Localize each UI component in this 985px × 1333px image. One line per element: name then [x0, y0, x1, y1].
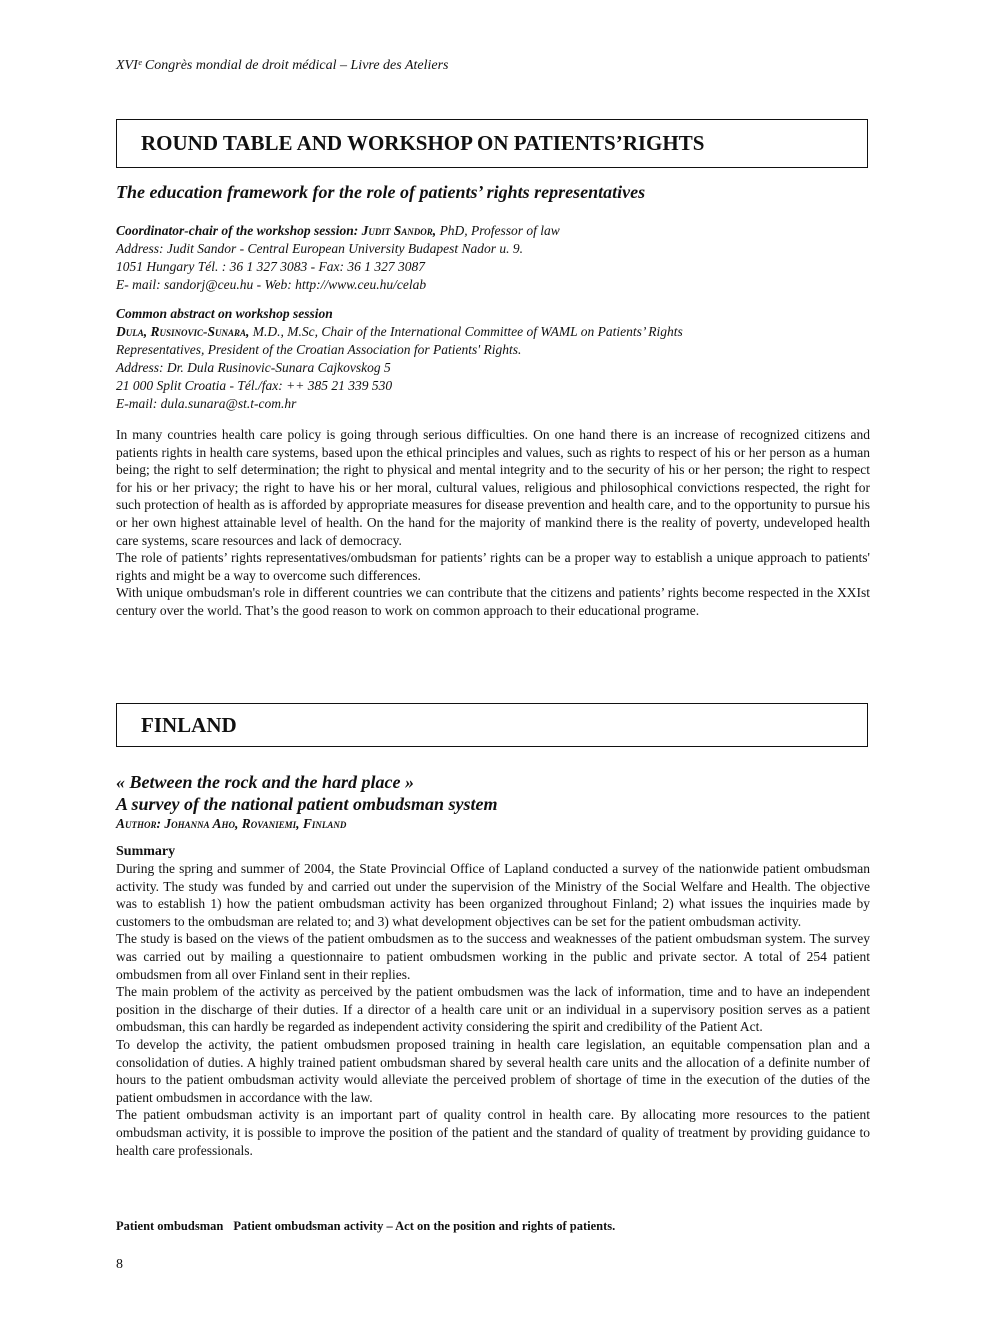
section-heading: ROUND TABLE AND WORKSHOP ON PATIENTS’RIGHTS [141, 131, 705, 155]
abstract-author-desc: M.D., M.Sc, Chair of the International Committee of WAML on Patients’ Rights [249, 324, 683, 339]
page-number: 8 [116, 1257, 123, 1272]
summary-paragraph: The main problem of the activity as perceived by the patient ombudsmen was the lack of information, time and to have an independent position in the discharge of their duties. If a director of a health care unit or an individual in a supervisory position serves as a patient ombudsman, this can hardly be regarded as independent activity considering the spirit and credibility of the Patient Act. [116, 984, 870, 1035]
abstract-paragraph: With unique ombudsman's role in different countries we can contribute that the citizens and patients’ rights become respected in the XXIst century over the world. That’s the good reason to work on common approach to their educational programe. [116, 585, 870, 618]
finland-title-line1: « Between the rock and the hard place » [116, 772, 414, 792]
summary-paragraph: During the spring and summer of 2004, the State Provincial Office of Lapland conducted a survey of the nationwide patient ombudsman activity. The study was funded by and carried out under the supervision of the Ministry of the Social Welfare and Health. The objective was to establish 1) how the patient ombudsman activity has been organized throughout Finland; 2) what issues the inquiries made by customers to the ombudsman are related to; and 3) what development objectives can be set for the patient ombudsman activity. [116, 861, 870, 929]
abstract-body [116, 426, 870, 620]
section-heading-box [116, 703, 868, 747]
keyword: Patient ombudsman activity – Act on the position and rights of patients. [233, 1219, 616, 1233]
coordinator-label: Coordinator-chair of the workshop session: [116, 223, 362, 238]
summary-paragraph: The patient ombudsman activity is an important part of quality control in health care. By allocating more resources to the patient ombudsman activity, it is possible to improve the position of the patient and the standard of quality of treatment by providing guidance to health care professionals. [116, 1107, 870, 1158]
coordinator-role: PhD, Professor of law [436, 223, 560, 238]
abstract-author-desc-2: Representatives, President of the Croatian Association for Patients' Rights. [116, 342, 522, 357]
coordinator-block [116, 222, 870, 294]
abstract-author-block [116, 305, 870, 413]
coordinator-address: Address: Judit Sandor - Central European University Budapest Nador u. 9. [116, 241, 523, 256]
abstract-author-name: Dula, Rusinovic-Sunara, [116, 324, 250, 339]
abstract-author-email: E-mail: dula.sunara@st.t-com.hr [116, 396, 297, 411]
running-header: XVIᵉ Congrès mondial de droit médical – Livre des Ateliers [116, 58, 449, 73]
summary-block [116, 844, 870, 1159]
article-title-block [116, 181, 870, 203]
abstract-paragraph: The role of patients’ rights representatives/ombudsman for patients’ rights can be a proper way to establish a unique approach to patients' rights and might be a way to overcome such differences. [116, 550, 870, 583]
coordinator-name: Judit Sandor, [361, 223, 437, 238]
abstract-author-city: 21 000 Split Croatia - Tél./fax: ++ 385 21 339 530 [116, 378, 393, 393]
summary-body [116, 860, 870, 1159]
section-heading: FINLAND [141, 712, 237, 737]
coordinator-phone: 1051 Hungary Tél. : 36 1 327 3083 - Fax: 36 1 327 3087 [116, 259, 425, 274]
summary-label: Summary [116, 844, 176, 859]
finland-author: Author: Johanna Aho, Rovaniemi, Finland [116, 816, 347, 831]
abstract-label: Common abstract on workshop session [116, 306, 333, 321]
keywords-line [116, 1219, 870, 1234]
section-heading-box [116, 119, 868, 168]
finland-title-block [116, 771, 870, 833]
coordinator-email: E- mail: sandorj@ceu.hu - Web: http://www.ceu.hu/celab [116, 277, 427, 292]
summary-paragraph: To develop the activity, the patient ombudsmen proposed training in health care legislation, an equitable compensation plan and a consolidation of duties. A highly trained patient ombudsman shared by several health care units and the allocation of a definite number of hours to the patient ombudsman activity would alleviate the perceived problem of shortage of time in the execution of the duties of the patient ombudsmen in accordance with the law. [116, 1036, 870, 1105]
article-title: The education framework for the role of patients’ rights representatives [116, 182, 646, 202]
summary-paragraph: The study is based on the views of the patient ombudsmen as to the success and weaknesses of the patient ombudsman system. The survey was carried out by mailing a questionnaire to patient ombudsmen working in the public and private sector. A total of 254 patient ombudsmen from all over Finland sent in their replies. [116, 931, 870, 982]
abstract-author-address: Address: Dr. Dula Rusinovic-Sunara Cajkovskog 5 [116, 360, 391, 375]
keyword: Patient ombudsman [116, 1219, 224, 1233]
abstract-paragraph: In many countries health care policy is going through serious difficulties. On one hand there is an increase of recognized citizens and patients rights in health care systems, based upon the ethical principles and values, such as rights to respect of his or her person as a human being; the right to self determination; the right to physical and mental integrity and to the security of his or her person; the right to respect for his or her privacy; the right to have his or her moral, cultural values, religious and philosophical convictions respected, the right for such protection of health as is afforded by appropriate measures for disease prevention and health care, and to the opportunity to pursue his or her own highest attainable level of health. On the hand for the majority of mankind there is the reality of poverty, undeveloped health care systems, scare resources and lack of democracy. [116, 427, 870, 548]
finland-title-line2: A survey of the national patient ombudsman system [116, 794, 498, 814]
